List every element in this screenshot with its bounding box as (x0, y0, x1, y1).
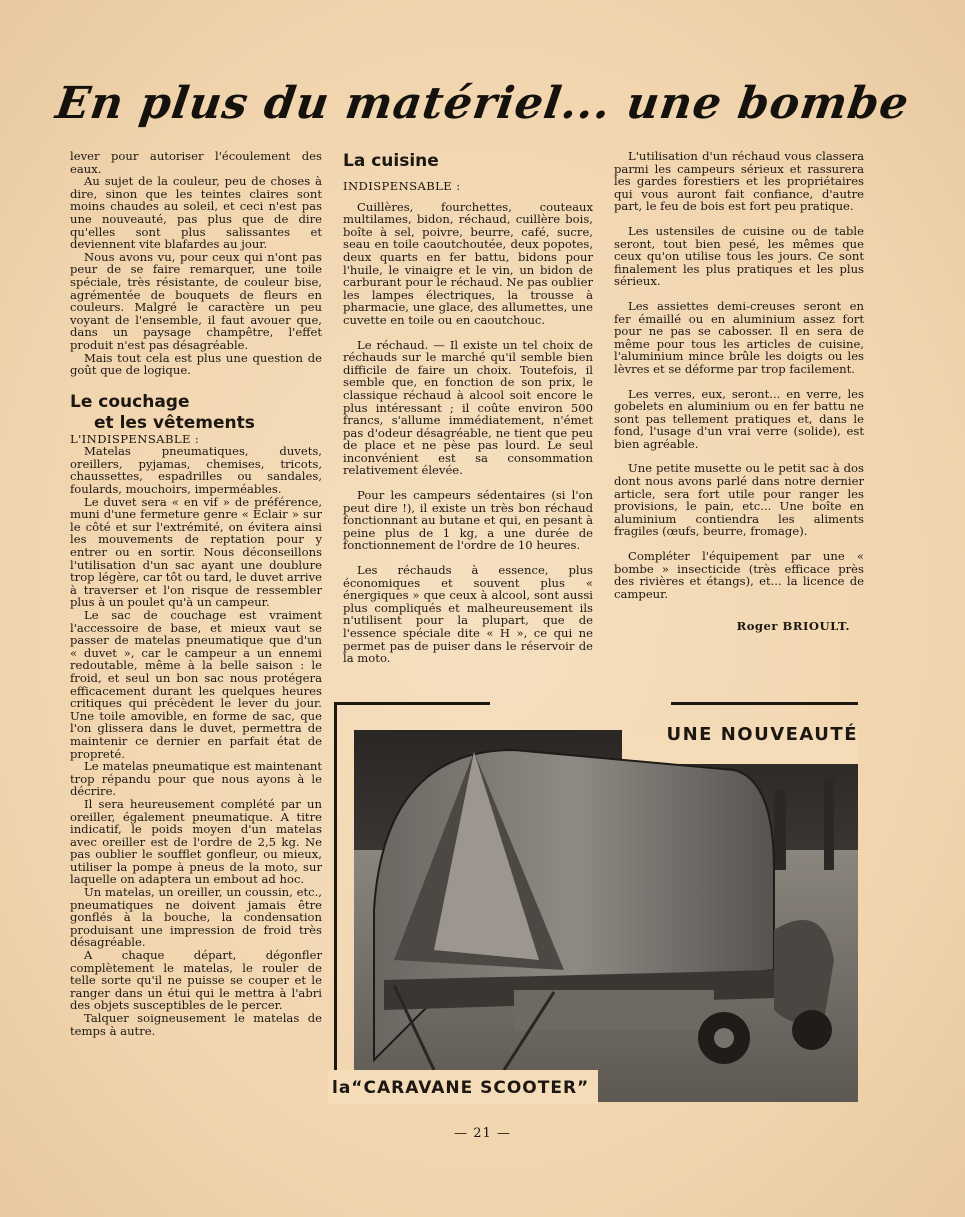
paragraph: lever pour autoriser l'écoulement des eaux. (70, 149, 322, 176)
section-title-cuisine: La cuisine (343, 151, 439, 171)
paragraph: L'utilisation d'un réchaud vous classera parmi les campeurs sérieux et rassurera les gardes forestiers et les propriétaires qui vous auront fait confiance, d'autre part, le feu de bois est fort peu pratique. (614, 149, 864, 214)
page-number: — 21 — (454, 1126, 511, 1141)
paragraph: A chaque départ, dégonfler complètement le matelas, le rouler de telle sorte qu'il ne puisse se couper et le ranger dans un étui qui le mettra à l'abri des objets susceptibles de le percer. (70, 948, 322, 1013)
paragraph: Les assiettes demi-creuses seront en fer émaillé ou en aluminium assez fort pour ne pas se cabosser. Il en sera de même pour tous les articles de cuisine, l'aluminium mince brûle les doigts ou les lèvres et se déforme par trop facilement. (614, 298, 864, 376)
paragraph: Le sac de couchage est vraiment l'accessoire de base, et mieux vaut se passer de matelas pneumatique que d'un « duvet », car le campeur a un ennemi redoutable, même à la belle saison : le froid, et seul un bon sac nous protégera efficacement durant les quelques heures critiques qui précèdent le lever du jour. Une toile amovible, en forme de sac, que l'on glissera dans le duvet, permettra de maintenir ce dernier en parfait état de propreté. (70, 608, 322, 761)
frame-rule-top-left (334, 702, 490, 705)
label-indispensable: L'INDISPENSABLE : (70, 431, 200, 446)
paragraph: Compléter l'équipement par une « bombe » insecticide (très efficace près des rivières et étangs), et... la licence de campeur. (614, 549, 864, 601)
paragraph: Le matelas pneumatique est maintenant trop répandu pour que nous ayons à le décrire. (70, 759, 322, 799)
frame-rule-top-right (671, 702, 858, 705)
article-title: En plus du matériel... une bombe (52, 78, 913, 129)
paragraph: Matelas pneumatiques, duvets, oreillers, pyjamas, chemises, tricots, chaussettes, espadrilles ou sandales, foulards, mouchoirs, imperméables. (70, 444, 322, 497)
column-left (70, 150, 322, 1037)
paragraph: Nous avons vu, pour ceux qui n'ont pas peur de se faire remarquer, une toile spéciale, très résistante, de couleur bise, agrémentée de bouquets de fleurs en couleurs. Malgré le caractère un peu voyant de l'ensemble, il faut avouer que, dans un paysage champêtre, l'effet produit n'est pas désagréable. (70, 249, 322, 352)
author-signature: Roger BRIOULT. (736, 619, 850, 634)
column-right (614, 150, 864, 633)
paragraph: Les ustensiles de cuisine ou de table seront, tout bien pesé, les mêmes que ceux qu'on utilise tous les jours. Ce sont finalement les plus pratiques et les plus sérieux. (614, 223, 864, 289)
section-subtitle-vetements: et les vêtements (94, 412, 255, 433)
paragraph: Le duvet sera « en vif » de préférence, muni d'une fermeture genre « Eclair » sur le côté et sur l'extrémité, on évitera ainsi les mouvements de reptation pour y entrer ou en sortir. Nous déconseillons l'utilisation d'un sac ayant une doublure trop légère, car tôt ou tard, le duvet arrive à traverser et l'on risque de ressembler plus à un poulet qu'à un campeur. (70, 494, 322, 610)
paragraph: Il sera heureusement complété par un oreiller, également pneumatique. A titre indicatif, le poids moyen d'un matelas avec oreiller est de l'ordre de 2,5 kg. Ne pas oublier le soufflet gonfleur, ou mieux, utiliser la pompe à pneus de la moto, sur laquelle on adaptera un embout ad hoc. (70, 796, 322, 887)
frame-rule-left (334, 702, 337, 1100)
label-indispensable: INDISPENSABLE : (343, 179, 461, 193)
paragraph: Le réchaud. — Il existe un tel choix de réchauds sur le marché qu'il semble bien difficile de faire un choix. Toutefois, il semble que, en fonction de son prix, le classique réchaud à alcool soit encore le plus intéressant ; il coûte environ 500 francs, s'allume immédiatement, n'émet pas d'odeur désagréable, ne tient que peu de place et ne pèse pas lourd. Le seul inconvénient est sa consommation relativement élevée. (343, 337, 593, 478)
paragraph: Les réchauds à essence, plus économiques et souvent plus « énergiques » que ceux à alcool, sont aussi plus compliqués et malheureusement ils n'utilisent pour la plupart, que de l'essence spéciale dite « H », ce qui ne permet pas de puiser dans le réservoir de la moto. (343, 563, 593, 666)
feature-heading: UNE NOUVEAUTÉ (666, 724, 858, 745)
paragraph: Au sujet de la couleur, peu de choses à dire, sinon que les teintes claires sont moins chaudes au soleil, et ceci n'est pas une nouveauté, pas plus que de dire qu'elles sont plus salissantes et deviennent vite blafardes au jour. (70, 174, 322, 252)
paragraph: Mais tout cela est plus une question de goût que de logique. (70, 350, 322, 378)
photo-caption: la“CARAVANE SCOOTER” (332, 1078, 590, 1098)
section-title-couchage: Le couchage (70, 391, 190, 412)
paragraph: Un matelas, un oreiller, un coussin, etc., pneumatiques ne doivent jamais être gonflés à la bouche, la condensation produisant une impression de froid très désagréable. (70, 885, 322, 950)
column-middle (343, 150, 593, 665)
paragraph: Cuillères, fourchettes, couteaux multilames, bidon, réchaud, cuillère bois, boîte à sel, poivre, beurre, café, sucre, seau en toile caoutchoutée, deux popotes, deux quarts en fer battu, bidons pour l'huile, le vinaigre et le vin, un bidon de carburant pour le réchaud. Ne pas oublier les lampes électriques, la trousse à pharmacie, une glace, des allumettes, une cuvette en toile ou en caoutchouc. (343, 199, 593, 327)
paragraph: Les verres, eux, seront... en verre, les gobelets en aluminium ou en fer battu ne sont pas tellement pratiques et, dans le fond, l'usage d'un vrai verre (solide), est bien agréable. (614, 386, 864, 451)
paragraph: Talquer soigneusement le matelas de temps à autre. (70, 1011, 322, 1038)
caravane-scooter-photo (354, 730, 858, 1102)
paragraph: Une petite musette ou le petit sac à dos dont nous avons parlé dans notre dernier article, sera fort utile pour ranger les provisions, le pain, etc... Une boîte en aluminium contiendra les aliments fragiles (œufs, beurre, fromage). (614, 461, 864, 539)
paragraph: Pour les campeurs sédentaires (si l'on peut dire !), il existe un très bon réchaud fonctionnant au butane et qui, en pesant à peine plus de 1 kg, a une durée de fonctionnement de l'ordre de 10 heures. (343, 488, 593, 553)
